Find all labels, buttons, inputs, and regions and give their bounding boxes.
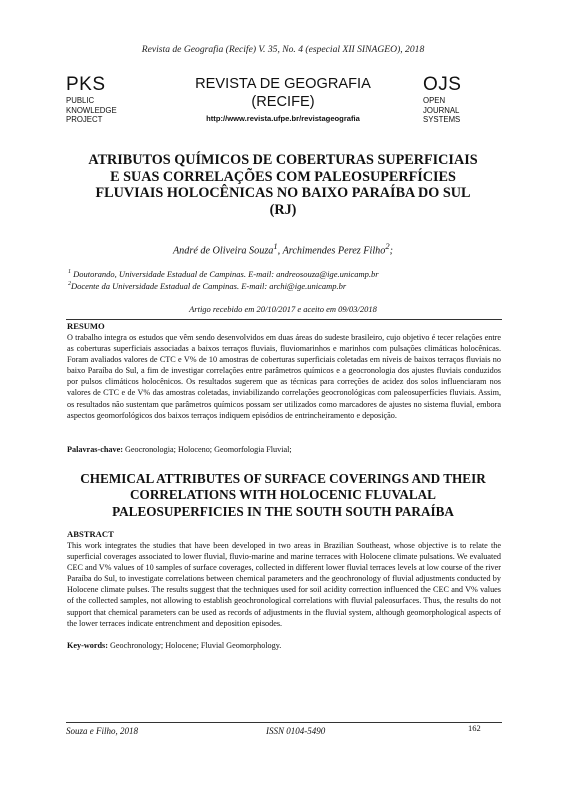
resumo-heading: RESUMO: [67, 321, 105, 331]
footer-divider: [66, 722, 502, 723]
journal-url[interactable]: http://www.revista.ufpe.br/revistageografia: [206, 114, 360, 123]
received-accepted-note: Artigo recebido em 20/10/2017 e aceito em 09/03/2018: [189, 304, 377, 314]
author-list-end: ;: [389, 245, 394, 257]
divider: [66, 319, 502, 320]
ojs-line: JOURNAL: [423, 105, 460, 115]
pkp-line: PUBLIC: [66, 96, 95, 105]
keywords-label: Key-words:: [67, 641, 108, 650]
running-head: Revista de Geografia (Recife) V. 35, No. 4 (especial XII SINAGEO), 2018: [141, 44, 425, 55]
article-title-pt: [60, 152, 506, 218]
ojs-logo-text: OJS: [423, 74, 462, 95]
pks-logo-text: PKS: [66, 74, 106, 95]
author-list: [0, 241, 566, 256]
journal-title: REVISTA DE GEOGRAFIA: [195, 76, 371, 92]
affiliation: [68, 281, 508, 291]
abstract-body: This work integrates the studies that have been developed in two areas in Brazilian Southeast, whose objective is to relate the superficial coverages associated to lower fluvial, fluvio-marine and marine terraces with Holocene climate pulsations. We evaluated CEC and V% values of 10 samples of surface coverages, collected in different lower fluvial terraces levels at low course of the river Paraíba do Sul, to investigate correlations between chemical parameters and the geochronology of fluvial adjustments conducted by Holocene climate pulses. The results suggest that the techniques used for soil acidity correction influenced the CEC and V% values of the collected samples, not allowing to establish geochronological correlations with fluvial paleosurfaces. Thus, the results do not support that chemical parameters can be used as records of adjustments in the fluvial system, although geomorphological aspects of the lower terraces indicate entrenchment and deposition episodes.: [67, 541, 501, 628]
pkp-line: KNOWLEDGE: [66, 105, 117, 115]
affiliation-text: Docente da Universidade Estadual de Campinas. E-mail: archi@ige.unicamp.br: [71, 281, 347, 291]
pkp-logo: [66, 75, 161, 125]
affiliation-text: Doutorando, Universidade Estadual de Campinas. E-mail: andreosouza@ige.unicamp.br: [71, 269, 379, 279]
ojs-line: SYSTEMS: [423, 115, 461, 124]
affiliation: [68, 269, 508, 279]
author-affiliation-mark: 1: [273, 241, 278, 251]
keywords-label: Palavras-chave:: [67, 445, 123, 454]
ojs-line: OPEN: [423, 96, 446, 105]
article-title-en: [60, 471, 506, 520]
title-line: CORRELATIONS WITH HOLOCENIC FLUVALAL: [130, 487, 436, 503]
resumo-keywords: [67, 444, 501, 455]
ojs-logo: [423, 75, 503, 125]
footer-citation: Souza e Filho, 2018: [66, 726, 138, 736]
journal-title-block: [161, 75, 405, 123]
title-line: E SUAS CORRELAÇÕES COM PALEOSUPERFÍCIES: [110, 168, 456, 185]
title-line: FLUVIAIS HOLOCÊNICAS NO BAIXO PARAÍBA DO SUL: [95, 185, 471, 202]
affiliation-mark: 1: [68, 269, 71, 276]
author-name: André de Oliveira Souza: [172, 245, 274, 257]
author-affiliation-mark: 2: [385, 241, 390, 251]
title-line: CHEMICAL ATTRIBUTES OF SURFACE COVERINGS AND THEIR: [80, 471, 486, 486]
keywords-text: Geochronology; Holocene; Fluvial Geomorphology.: [107, 641, 282, 650]
page-number: 162: [468, 723, 481, 733]
footer-issn: ISSN 0104-5490: [266, 726, 326, 736]
pkp-line: PROJECT: [66, 115, 103, 124]
author-separator: ,: [277, 245, 283, 257]
affiliation-mark: 2: [68, 281, 71, 288]
abstract-keywords: [67, 640, 501, 651]
abstract-heading: ABSTRACT: [67, 529, 114, 539]
journal-title-sub: (RECIFE): [251, 94, 315, 110]
keywords-text: Geocronologia; Holoceno; Geomorfologia Fluvial;: [122, 445, 292, 454]
author-name: Archimendes Perez Filho: [282, 245, 386, 257]
title-line: (RJ): [269, 201, 297, 218]
title-line: PALEOSUPERFICIES IN THE SOUTH SOUTH PARAÍBA: [112, 503, 454, 519]
resumo-body: O trabalho integra os estudos que vêm sendo desenvolvidos em duas áreas do sudeste brasileiro, cujo objetivo é tecer relações entre as coberturas superficiais associadas a baixos terraços fluviais, fluviomarinhos e marinhos com pulsações climáticas holocênicas. Foram avaliados valores de CTC e V% de 10 amostras de coberturas superficiais coletadas em níveis de baixos terraços fluviais no baixo Paraíba do Sul, a fim de investigar correlações entre parâmetros químicos e a geocronologia dos ajustes fluviais conduzidos por pulsos climáticos holocênicos. Os resultados sugerem que as técnicas para correções de acidez dos solos influenciaram nos valores de CTC e de V% das amostras coletadas, inviabilizando correlações geocronológicas com paleosuperfícies fluviais. Assim, os resultados não sustentam que parâmetros químicos possam ser utilizados como marcadores de ajustes no sistema fluvial, embora aspectos geomorfológicos dos baixos terraços indiquem episódios de entrincheiramento e deposição.: [67, 333, 501, 420]
journal-masthead: [66, 75, 500, 131]
page-footer: [66, 723, 502, 740]
title-line: ATRIBUTOS QUÍMICOS DE COBERTURAS SUPERFICIAIS: [88, 152, 478, 168]
